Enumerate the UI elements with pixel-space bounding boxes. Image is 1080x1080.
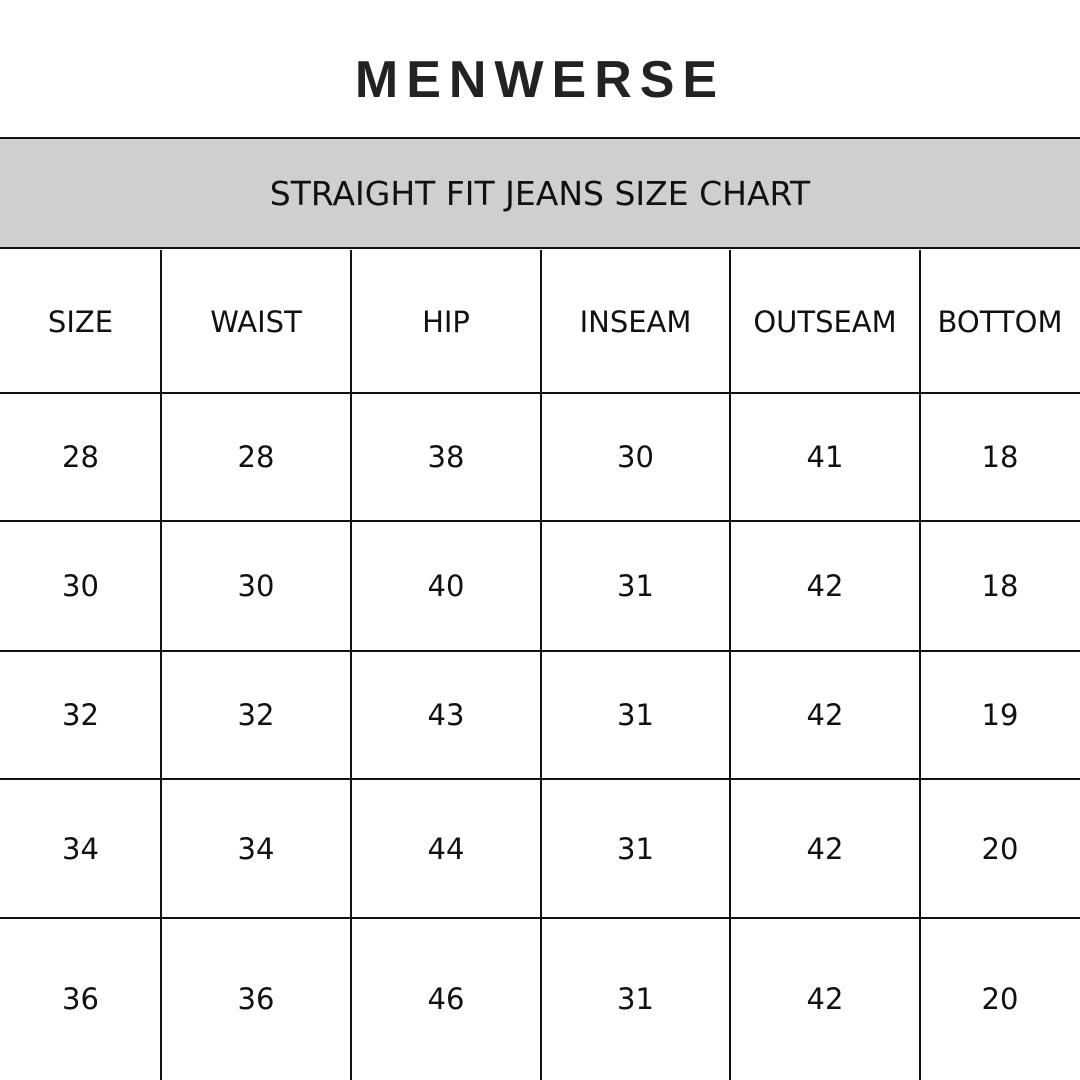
table-cell: 32 [62, 698, 99, 732]
table-cell: 43 [427, 698, 465, 732]
table-cell: 31 [617, 698, 654, 732]
table-cell: 30 [62, 569, 99, 603]
table-cell: 36 [62, 982, 99, 1016]
brand-logo: MENWERSE [354, 51, 726, 109]
table-cell: 20 [981, 831, 1019, 866]
table-cell: 19 [981, 698, 1019, 732]
table-cell: 42 [806, 698, 844, 732]
table-cell: 31 [617, 831, 654, 866]
column-header-inseam: INSEAM [579, 304, 692, 339]
column-header-hip: HIP [422, 304, 470, 339]
table-cell: 34 [237, 831, 275, 866]
table-cell: 36 [237, 982, 275, 1016]
table-cell: 30 [617, 440, 654, 474]
table-cell: 31 [617, 569, 654, 603]
table-cell: 28 [237, 440, 275, 474]
table-cell: 42 [806, 831, 844, 866]
table-cell: 30 [237, 569, 275, 603]
chart-title: STRAIGHT FIT JEANS SIZE CHART [269, 173, 811, 213]
table-cell: 28 [62, 440, 99, 474]
table-cell: 40 [427, 569, 465, 603]
chart-title-band [0, 137, 1080, 249]
table-cell: 41 [806, 440, 844, 474]
table-cell: 46 [427, 982, 465, 1016]
table-cell: 42 [806, 982, 844, 1016]
table-cell: 38 [427, 440, 465, 474]
table-cell: 31 [617, 982, 654, 1016]
table-cell: 18 [981, 440, 1019, 474]
table-cell: 42 [806, 569, 844, 603]
column-header-size: SIZE [47, 304, 114, 339]
column-header-outseam: OUTSEAM [753, 304, 897, 339]
table-cell: 34 [62, 831, 99, 866]
table-cell: 18 [981, 569, 1019, 603]
table-cell: 44 [427, 831, 465, 866]
table-cell: 20 [981, 982, 1019, 1016]
column-header-bottom: BOTTOM [937, 304, 1063, 339]
table-cell: 32 [237, 698, 275, 732]
column-header-waist: WAIST [210, 304, 302, 339]
